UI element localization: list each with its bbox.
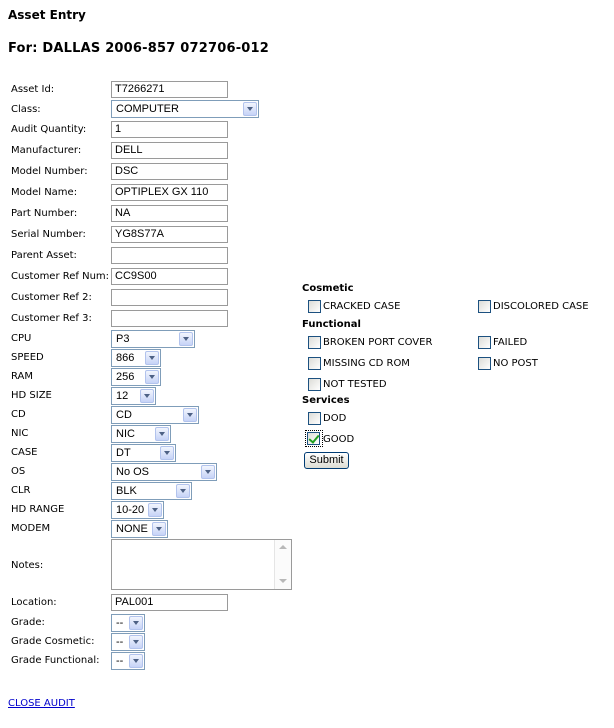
manufacturer-input[interactable]: DELL xyxy=(111,142,228,159)
case-select[interactable] xyxy=(111,444,176,462)
clr-label: CLR xyxy=(11,485,31,496)
cpu-label: CPU xyxy=(11,333,32,344)
grade-cosmetic-label: Grade Cosmetic: xyxy=(11,636,95,647)
chevron-down-icon xyxy=(243,102,257,116)
class-select-value: COMPUTER xyxy=(116,103,179,115)
no-post-checkbox[interactable] xyxy=(478,357,491,370)
customer-ref-3-input[interactable] xyxy=(111,310,228,327)
cpu-select[interactable] xyxy=(111,330,195,348)
functional-heading: Functional xyxy=(302,319,361,330)
model-number-input[interactable]: DSC xyxy=(111,163,228,180)
os-label: OS xyxy=(11,466,26,477)
serial-number-input[interactable]: YG8S77A xyxy=(111,226,228,243)
cd-select[interactable] xyxy=(111,406,199,424)
cd-label: CD xyxy=(11,409,26,420)
not-tested-label: NOT TESTED xyxy=(323,379,387,390)
chevron-down-icon xyxy=(201,465,215,479)
audit-quantity-input[interactable]: 1 xyxy=(111,121,228,138)
not-tested-checkbox[interactable] xyxy=(308,378,321,391)
grade-functional-select-value: -- xyxy=(116,655,124,667)
chevron-down-icon xyxy=(160,446,174,460)
hd-range-select-value: 10-20 xyxy=(116,504,145,516)
clr-select-value: BLK xyxy=(116,485,137,497)
audit-quantity-label: Audit Quantity: xyxy=(11,124,87,135)
customer-ref-2-label: Customer Ref 2: xyxy=(11,292,92,303)
hd-range-label: HD RANGE xyxy=(11,504,65,515)
scroll-down-icon[interactable] xyxy=(277,576,288,587)
parent-asset-label: Parent Asset: xyxy=(11,250,77,261)
modem-label: MODEM xyxy=(11,523,51,534)
model-name-input[interactable]: OPTIPLEX GX 110 xyxy=(111,184,228,201)
chevron-down-icon xyxy=(145,370,159,384)
case-label: CASE xyxy=(11,447,38,458)
model-name-label: Model Name: xyxy=(11,187,78,198)
good-checkbox[interactable] xyxy=(307,432,320,445)
missing-cd-rom-label: MISSING CD ROM xyxy=(323,358,410,369)
serial-number-label: Serial Number: xyxy=(11,229,86,240)
cracked-case-label: CRACKED CASE xyxy=(323,301,401,312)
location-label: Location: xyxy=(11,597,57,608)
chevron-down-icon xyxy=(129,616,143,630)
notes-textarea[interactable] xyxy=(111,539,292,590)
chevron-down-icon xyxy=(183,408,197,422)
cosmetic-heading: Cosmetic xyxy=(302,283,354,294)
no-post-label: NO POST xyxy=(493,358,538,369)
dod-label: DOD xyxy=(323,413,347,424)
chevron-down-icon xyxy=(148,503,162,517)
part-number-label: Part Number: xyxy=(11,208,78,219)
services-heading: Services xyxy=(302,395,350,406)
submit-button[interactable]: Submit xyxy=(304,452,349,469)
customer-ref-3-label: Customer Ref 3: xyxy=(11,313,92,324)
failed-label: FAILED xyxy=(493,337,528,348)
speed-label: SPEED xyxy=(11,352,44,363)
chevron-down-icon xyxy=(152,522,166,536)
notes-scrollbar[interactable] xyxy=(274,540,291,589)
chevron-down-icon xyxy=(145,351,159,365)
case-select-value: DT xyxy=(116,447,131,459)
missing-cd-rom-checkbox[interactable] xyxy=(308,357,321,370)
hd-size-select[interactable] xyxy=(111,387,156,405)
grade-cosmetic-select-value: -- xyxy=(116,636,124,648)
ram-select[interactable] xyxy=(111,368,161,386)
failed-checkbox[interactable] xyxy=(478,336,491,349)
os-select-value: No OS xyxy=(116,466,150,478)
cd-select-value: CD xyxy=(116,409,132,421)
model-number-label: Model Number: xyxy=(11,166,88,177)
customer-ref-num-label: Customer Ref Num: xyxy=(11,271,110,282)
hd-size-select-value: 12 xyxy=(116,390,129,402)
chevron-down-icon xyxy=(179,332,193,346)
asset-id-input[interactable]: T7266271 xyxy=(111,81,228,98)
broken-port-cover-label: BROKEN PORT COVER xyxy=(323,337,433,348)
grade-functional-label: Grade Functional: xyxy=(11,655,100,666)
page-title: Asset Entry xyxy=(8,8,86,22)
speed-select[interactable] xyxy=(111,349,161,367)
modem-select[interactable] xyxy=(111,520,168,538)
part-number-input[interactable]: NA xyxy=(111,205,228,222)
modem-select-value: NONE xyxy=(116,523,148,535)
asset-id-label: Asset Id: xyxy=(11,84,55,95)
customer-ref-2-input[interactable] xyxy=(111,289,228,306)
good-label: GOOD xyxy=(323,434,355,445)
customer-ref-num-input[interactable]: CC9S00 xyxy=(111,268,228,285)
grade-select-value: -- xyxy=(116,617,124,629)
grade-cosmetic-select[interactable] xyxy=(111,633,145,651)
scroll-up-icon[interactable] xyxy=(277,542,288,553)
dod-checkbox[interactable] xyxy=(308,412,321,425)
speed-select-value: 866 xyxy=(116,352,135,364)
discolored-case-checkbox[interactable] xyxy=(478,300,491,313)
close-audit-link[interactable]: CLOSE AUDIT xyxy=(8,698,75,709)
chevron-down-icon xyxy=(129,635,143,649)
location-input[interactable]: PAL001 xyxy=(111,594,228,611)
chevron-down-icon xyxy=(155,427,169,441)
grade-select[interactable] xyxy=(111,614,145,632)
chevron-down-icon xyxy=(140,389,154,403)
broken-port-cover-checkbox[interactable] xyxy=(308,336,321,349)
ram-label: RAM xyxy=(11,371,34,382)
cracked-case-checkbox[interactable] xyxy=(308,300,321,313)
chevron-down-icon xyxy=(129,654,143,668)
class-select[interactable] xyxy=(111,100,259,118)
ram-select-value: 256 xyxy=(116,371,135,383)
cpu-select-value: P3 xyxy=(116,333,130,345)
parent-asset-input[interactable] xyxy=(111,247,228,264)
grade-label: Grade: xyxy=(11,617,45,628)
hd-range-select[interactable] xyxy=(111,501,164,519)
nic-label: NIC xyxy=(11,428,29,439)
nic-select-value: NIC xyxy=(116,428,135,440)
discolored-case-label: DISCOLORED CASE xyxy=(493,301,589,312)
os-select[interactable] xyxy=(111,463,217,481)
clr-select[interactable] xyxy=(111,482,192,500)
chevron-down-icon xyxy=(176,484,190,498)
page-subtitle: For: DALLAS 2006-857 072706-012 xyxy=(8,41,270,56)
hd-size-label: HD SIZE xyxy=(11,390,52,401)
class-label: Class: xyxy=(11,104,41,115)
nic-select[interactable] xyxy=(111,425,171,443)
manufacturer-label: Manufacturer: xyxy=(11,145,82,156)
notes-label: Notes: xyxy=(11,560,44,571)
grade-functional-select[interactable] xyxy=(111,652,145,670)
